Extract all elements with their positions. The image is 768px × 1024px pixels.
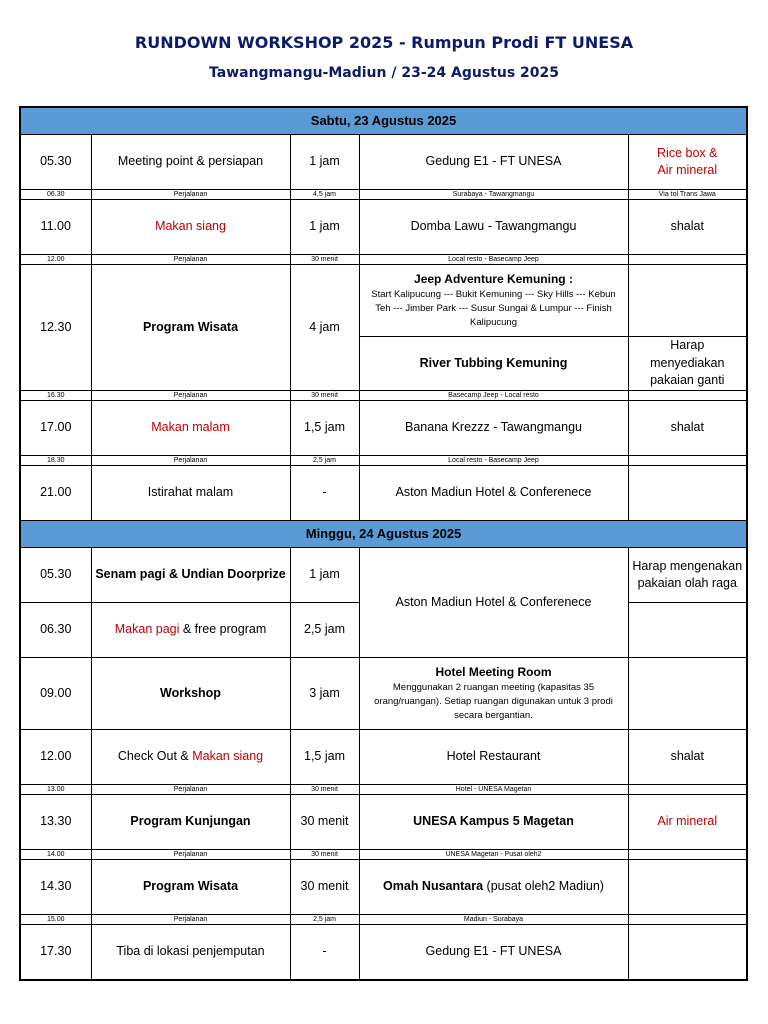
schedule-row — [20, 200, 747, 255]
activity-cell: Program Wisata — [91, 860, 290, 915]
time-cell: 17.00 — [20, 401, 91, 456]
schedule-row — [20, 466, 747, 521]
location-cell: Domba Lawu - Tawangmangu — [359, 200, 628, 255]
travel-note — [628, 785, 747, 795]
time-cell: 21.00 — [20, 466, 91, 521]
note-cell — [628, 658, 747, 730]
activity-cell: Program Kunjungan — [91, 795, 290, 850]
page-subtitle: Tawangmangu-Madiun / 23-24 Agustus 2025 — [209, 65, 559, 81]
activity-cell: Makan siang — [91, 200, 290, 255]
note-cell — [628, 265, 747, 337]
travel-route: UNESA Magetan - Pusat oleh2 — [359, 850, 628, 860]
duration-cell: 1 jam — [290, 548, 359, 603]
duration-cell: 4 jam — [290, 265, 359, 391]
activity-cell: Makan malam — [91, 401, 290, 456]
location-cell: UNESA Kampus 5 Magetan — [359, 795, 628, 850]
activity-cell: Senam pagi & Undian Doorprize — [91, 548, 290, 603]
duration-cell: 1,5 jam — [290, 401, 359, 456]
duration-cell: 2,5 jam — [290, 603, 359, 658]
activity-text: Check Out & — [117, 749, 193, 764]
schedule-row — [20, 265, 747, 337]
duration-cell: 1,5 jam — [290, 730, 359, 785]
travel-route: Madiun - Surabaya — [359, 915, 628, 925]
time-cell: 11.00 — [20, 200, 91, 255]
day-header-row — [20, 521, 747, 548]
time-cell: 09.00 — [20, 658, 91, 730]
note-cell: Harap menyediakan pakaian ganti — [628, 337, 747, 391]
duration-cell: 30 menit — [290, 795, 359, 850]
location-text: (pusat oleh2 Madiun) — [483, 879, 604, 894]
travel-time: 13.00 — [20, 785, 91, 795]
activity-text: & free program — [179, 622, 267, 637]
travel-row — [20, 190, 747, 200]
travel-time: 15.00 — [20, 915, 91, 925]
travel-time: 16.30 — [20, 391, 91, 401]
time-cell: 05.30 — [20, 548, 91, 603]
travel-activity: Perjalanan — [91, 850, 290, 860]
travel-row — [20, 391, 747, 401]
travel-time: 18.30 — [20, 456, 91, 466]
meeting-room-title: Hotel Meeting Room — [435, 665, 552, 680]
time-cell: 14.30 — [20, 860, 91, 915]
travel-row — [20, 915, 747, 925]
location-cell — [359, 265, 628, 337]
travel-row — [20, 785, 747, 795]
travel-route: Basecamp Jeep - Local resto — [359, 391, 628, 401]
schedule-row — [20, 401, 747, 456]
activity-highlight: Makan siang — [192, 749, 264, 764]
travel-route: Surabaya - Tawangmangu — [359, 190, 628, 200]
travel-duration: 30 menit — [290, 850, 359, 860]
schedule-row — [20, 658, 747, 730]
location-cell: Gedung E1 - FT UNESA — [359, 135, 628, 190]
activity-cell: Program Wisata — [91, 265, 290, 391]
day-header: Minggu, 24 Agustus 2025 — [20, 521, 747, 548]
location-cell — [359, 658, 628, 730]
travel-row — [20, 255, 747, 265]
travel-duration: 2,5 jam — [290, 456, 359, 466]
activity-cell — [91, 730, 290, 785]
activity-cell — [91, 603, 290, 658]
duration-cell: 3 jam — [290, 658, 359, 730]
travel-note — [628, 915, 747, 925]
duration-cell: 1 jam — [290, 135, 359, 190]
travel-note — [628, 391, 747, 401]
duration-cell: 1 jam — [290, 200, 359, 255]
travel-duration: 4,5 jam — [290, 190, 359, 200]
travel-duration: 30 menit — [290, 785, 359, 795]
note-cell: shalat — [628, 401, 747, 456]
location-cell: Aston Madiun Hotel & Conferenece — [359, 548, 628, 658]
travel-duration: 2,5 jam — [290, 915, 359, 925]
page-title: RUNDOWN WORKSHOP 2025 - Rumpun Prodi FT UNESA — [134, 33, 634, 52]
duration-cell: - — [290, 466, 359, 521]
location-cell: Gedung E1 - FT UNESA — [359, 925, 628, 980]
schedule-row — [20, 860, 747, 915]
travel-activity: Perjalanan — [91, 190, 290, 200]
location-cell: Banana Krezzz - Tawangmangu — [359, 401, 628, 456]
schedule-row — [20, 548, 747, 603]
day-header-row — [20, 107, 747, 135]
travel-note: Via tol Trans Jawa — [628, 190, 747, 200]
activity-cell: Meeting point & persiapan — [91, 135, 290, 190]
travel-activity: Perjalanan — [91, 456, 290, 466]
travel-time: 06.30 — [20, 190, 91, 200]
schedule-row — [20, 135, 747, 190]
schedule-row — [20, 730, 747, 785]
time-cell: 12.30 — [20, 265, 91, 391]
jeep-adventure-route: Start Kalipucung --- Bukit Kemuning --- Sky Hills --- Kebun Teh --- Jimber Park --- Susur Sungai & Lumpur --- Finish Kalipucung — [371, 289, 616, 328]
note-line: Rice box & — [657, 145, 718, 160]
duration-cell: 30 menit — [290, 860, 359, 915]
travel-activity: Perjalanan — [91, 915, 290, 925]
rundown-table — [19, 106, 748, 981]
travel-duration: 30 menit — [290, 391, 359, 401]
activity-cell: Istirahat malam — [91, 466, 290, 521]
day-header: Sabtu, 23 Agustus 2025 — [20, 107, 747, 135]
note-cell — [628, 135, 747, 190]
time-cell: 12.00 — [20, 730, 91, 785]
travel-duration: 30 menit — [290, 255, 359, 265]
location-cell — [359, 860, 628, 915]
travel-activity: Perjalanan — [91, 255, 290, 265]
note-cell — [628, 860, 747, 915]
note-cell: Harap mengenakan pakaian olah raga — [628, 548, 747, 603]
travel-route: Hotel - UNESA Magetan — [359, 785, 628, 795]
travel-row — [20, 456, 747, 466]
note-cell: Air mineral — [628, 795, 747, 850]
location-cell: Aston Madiun Hotel & Conferenece — [359, 466, 628, 521]
note-cell — [628, 466, 747, 521]
location-highlight: Omah Nusantara — [383, 879, 484, 894]
duration-cell: - — [290, 925, 359, 980]
travel-note — [628, 850, 747, 860]
travel-route: Local resto - Basecamp Jeep — [359, 255, 628, 265]
activity-highlight: Makan pagi — [114, 622, 180, 637]
location-cell: Hotel Restaurant — [359, 730, 628, 785]
travel-row — [20, 850, 747, 860]
time-cell: 17.30 — [20, 925, 91, 980]
travel-note — [628, 255, 747, 265]
activity-cell: Tiba di lokasi penjemputan — [91, 925, 290, 980]
activity-cell: Workshop — [91, 658, 290, 730]
travel-time: 14.00 — [20, 850, 91, 860]
time-cell: 06.30 — [20, 603, 91, 658]
note-line: Air mineral — [657, 163, 718, 177]
location-cell: River Tubbing Kemuning — [359, 337, 628, 391]
note-cell — [628, 603, 747, 658]
schedule-row — [20, 795, 747, 850]
schedule-row — [20, 925, 747, 980]
travel-time: 12.00 — [20, 255, 91, 265]
travel-activity: Perjalanan — [91, 785, 290, 795]
travel-activity: Perjalanan — [91, 391, 290, 401]
jeep-adventure-title: Jeep Adventure Kemuning : — [414, 272, 573, 287]
travel-route: Local resto - Basecamp Jeep — [359, 456, 628, 466]
note-cell: shalat — [628, 200, 747, 255]
travel-note — [628, 456, 747, 466]
time-cell: 13.30 — [20, 795, 91, 850]
note-cell — [628, 925, 747, 980]
time-cell: 05.30 — [20, 135, 91, 190]
note-cell: shalat — [628, 730, 747, 785]
meeting-room-desc: Menggunakan 2 ruangan meeting (kapasitas 35 orang/ruangan). Setiap ruangan digunakan untuk 3 prodi secara bergantian. — [374, 682, 613, 721]
